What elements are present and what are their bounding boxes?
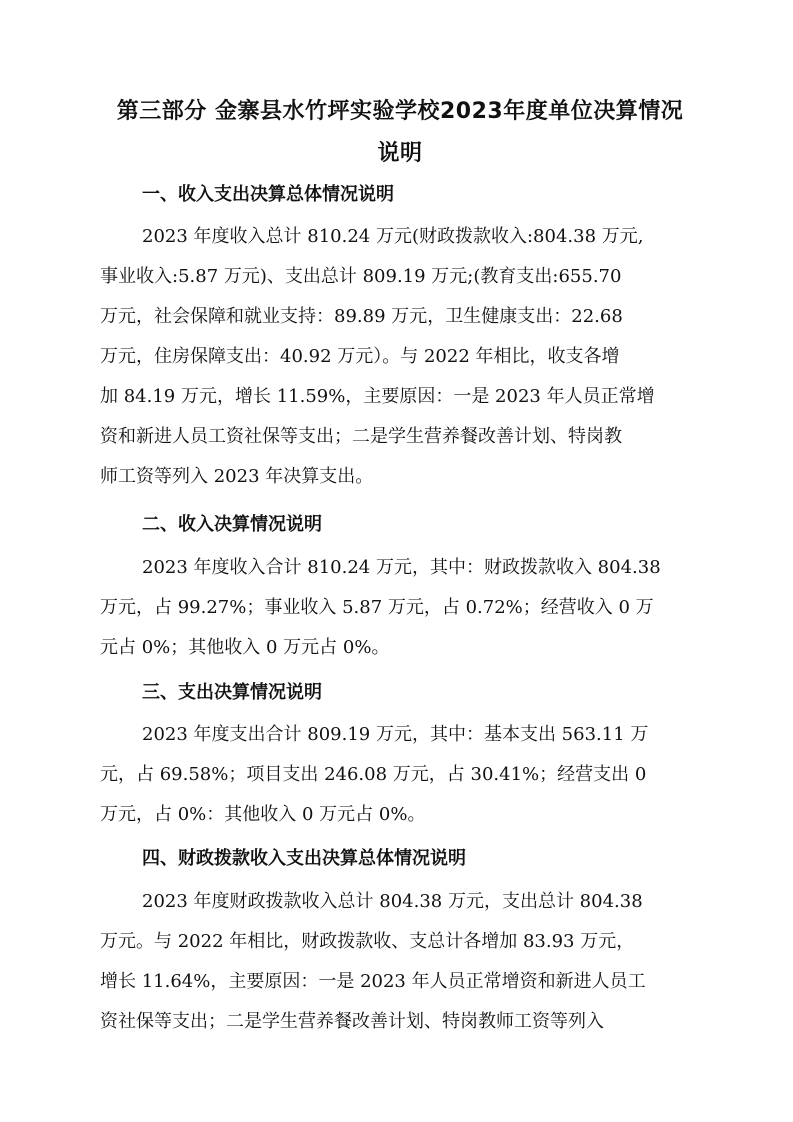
section-4-heading: 四、财政拨款收入支出决算总体情况说明 — [142, 848, 466, 869]
section-1-line-4: 万元，住房保障支出：40.92 万元）。与 2022 年相比，收支各增 — [100, 346, 620, 367]
section-4-line-4: 资社保等支出；二是学生营养餐改善计划、特岗教师工资等列入 — [100, 1011, 604, 1032]
section-1-line-2: 事业收入:5.87 万元)、支出总计 809.19 万元;(教育支出:655.70 — [100, 266, 622, 287]
section-4-line-1: 2023 年度财政拨款收入总计 804.38 万元，支出总计 804.38 — [142, 891, 643, 912]
section-4-line-3: 增长 11.64%，主要原因：一是 2023 年人员正常增资和新进人员工 — [100, 971, 646, 992]
section-2-line-1: 2023 年度收入合计 810.24 万元，其中：财政拨款收入 804.38 — [142, 557, 661, 578]
document-title-line-1: 第三部分 金寨县水竹坪实验学校2023年度单位决算情况 — [116, 99, 684, 124]
section-3-line-1: 2023 年度支出合计 809.19 万元，其中：基本支出 563.11 万 — [142, 724, 649, 745]
section-3-line-3: 万元，占 0%：其他收入 0 万元占 0%。 — [100, 804, 426, 825]
section-2-line-2: 万元，占 99.27%；事业收入 5.87 万元，占 0.72%；经营收入 0 万 — [100, 597, 654, 618]
section-1-line-1: 2023 年度收入总计 810.24 万元(财政拨款收入:804.38 万元, — [142, 226, 644, 247]
document-title-line-2: 说明 — [377, 141, 423, 166]
section-3-heading: 三、支出决算情况说明 — [142, 682, 322, 703]
section-1-line-7: 师工资等列入 2023 年决算支出。 — [100, 466, 374, 487]
section-1-line-5: 加 84.19 万元，增长 11.59%，主要原因：一是 2023 年人员正常增 — [100, 386, 655, 407]
section-1-heading: 一、收入支出决算总体情况说明 — [142, 184, 394, 205]
section-1-line-6: 资和新进人员工资社保等支出；二是学生营养餐改善计划、特岗教 — [100, 426, 622, 447]
section-3-line-2: 元，占 69.58%；项目支出 246.08 万元，占 30.41%；经营支出 0 — [100, 764, 647, 785]
section-1-line-3: 万元，社会保障和就业支持：89.89 万元，卫生健康支出：22.68 — [100, 306, 623, 327]
section-2-heading: 二、收入决算情况说明 — [142, 514, 322, 535]
section-4-line-2: 万元。与 2022 年相比，财政拨款收、支总计各增加 83.93 万元， — [100, 931, 635, 952]
section-2-line-3: 元占 0%；其他收入 0 万元占 0%。 — [100, 637, 390, 658]
